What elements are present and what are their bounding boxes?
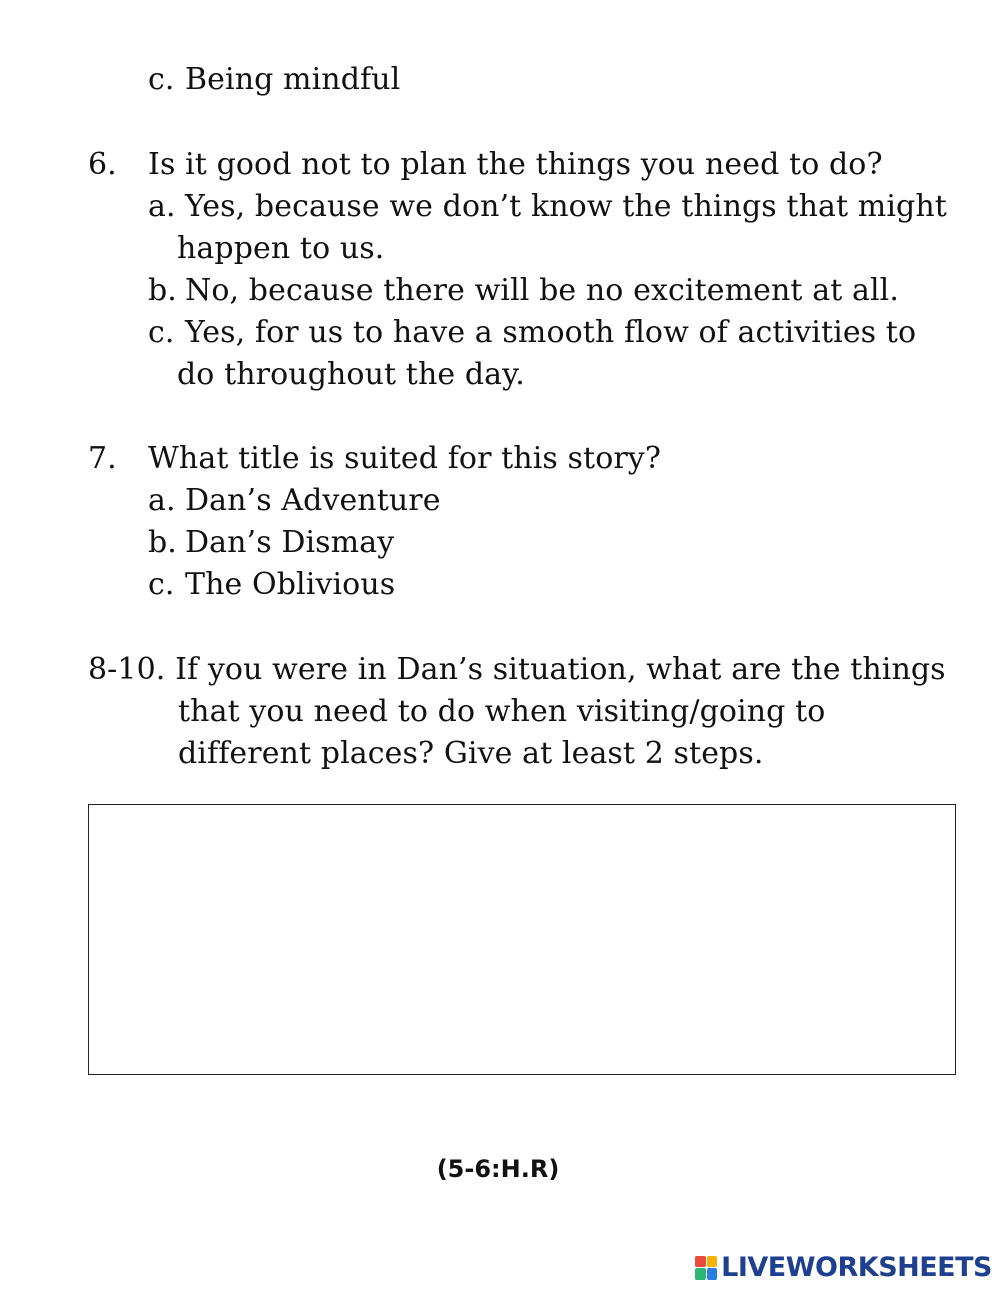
- question-7-number: 7.: [88, 441, 117, 476]
- q6-option-a: [148, 187, 947, 227]
- logo-square-green: [695, 1268, 706, 1280]
- q6-option-c-continued: do throughout the day.: [177, 357, 525, 392]
- option-text: Dan’s Dismay: [185, 525, 395, 560]
- option-text: The Oblivious: [185, 567, 396, 602]
- option-text: Yes, because we don’t know the things that might: [185, 189, 947, 224]
- q6-option-a-continued: happen to us.: [177, 231, 385, 266]
- option-letter: c.: [148, 62, 175, 97]
- option-letter: c.: [148, 315, 175, 350]
- logo-square-red: [695, 1256, 706, 1268]
- q6-option-b: [148, 271, 899, 311]
- q7-option-a: [148, 481, 441, 521]
- question-8-10-line3: different places? Give at least 2 steps.: [178, 736, 764, 771]
- brand-name: LIVEWORKSHEETS: [721, 1252, 992, 1283]
- option-letter: c.: [148, 567, 175, 602]
- question-6-number: 6.: [88, 147, 117, 182]
- answer-text-box[interactable]: [88, 804, 956, 1075]
- question-8-10-line1: 8-10. If you were in Dan’s situation, what are the things: [88, 652, 946, 687]
- q6-option-c: [148, 313, 916, 353]
- option-text: Yes, for us to have a smooth flow of activities to: [185, 315, 917, 350]
- liveworksheets-brand: [695, 1252, 992, 1283]
- question-8-10-line2: that you need to do when visiting/going to: [178, 694, 826, 729]
- q7-option-c: [148, 565, 395, 605]
- option-text: Dan’s Adventure: [185, 483, 441, 518]
- option-letter: a.: [148, 483, 176, 518]
- option-text: Being mindful: [185, 62, 401, 97]
- worksheet-code: (5-6:H.R): [436, 1155, 560, 1183]
- option-letter: b.: [148, 273, 177, 308]
- logo-square-yellow: [707, 1256, 718, 1268]
- q7-option-b: [148, 523, 394, 563]
- option-letter: b.: [148, 525, 177, 560]
- option-text: No, because there will be no excitement at all.: [185, 273, 899, 308]
- question-7-text: What title is suited for this story?: [148, 441, 662, 476]
- question-6-text: Is it good not to plan the things you need to do?: [148, 147, 883, 182]
- option-letter: a.: [148, 189, 176, 224]
- q5-option-c: [148, 60, 400, 100]
- liveworksheets-logo-icon: [695, 1256, 717, 1280]
- logo-square-blue: [707, 1268, 718, 1280]
